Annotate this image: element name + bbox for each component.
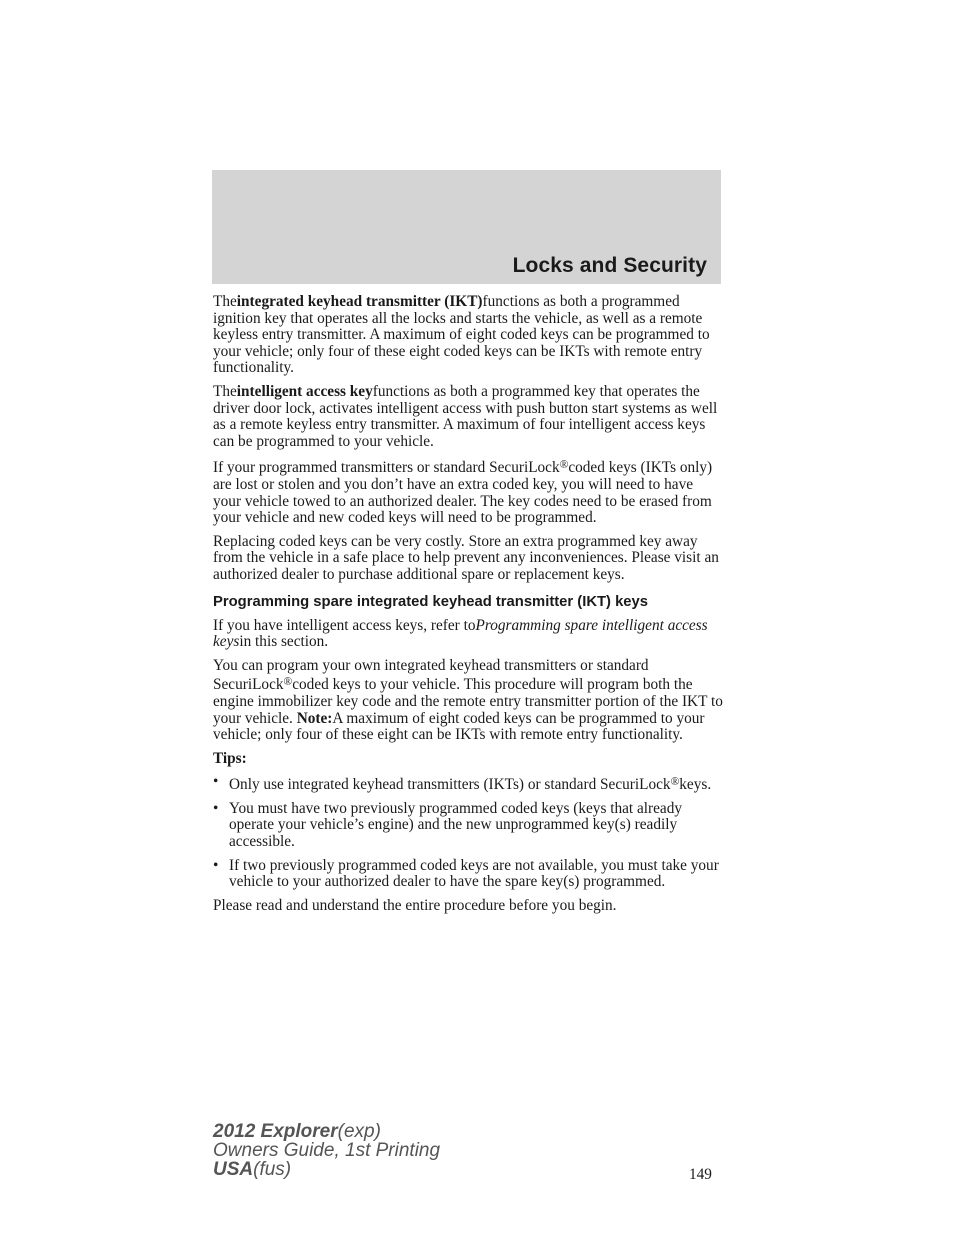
term-ikt: integrated keyhead transmitter (IKT) [236,293,483,310]
print-footer [213,1122,440,1179]
tip-text: If two previously programmed coded keys are not available, you must take your vehicle to your authorized dealer to have the spare key(s) programmed. [229,856,719,891]
footer-code: (fus) [253,1159,292,1180]
page-content [213,294,723,921]
footer-line [213,1122,440,1141]
page-number: 149 [689,1166,712,1183]
paragraph-text: functions as both a programmed ignition key that operates all the locks and starts the vehicle, as well as a remote keyless entry transmitter. A maximum of eight coded keys can be programmed to your vehicle; only four of these eight coded keys can be IKTs with remote entry functionality. [213,293,710,377]
paragraph-text: in this section. [239,633,329,651]
paragraph-text: coded keys to your vehicle. This procedure will program both the engine immobilizer key code and the remote entry transmitter portion of the IKT to your vehicle. [213,676,723,727]
tip-item [213,774,723,794]
footer-code: (exp) [337,1121,381,1142]
paragraph-text: A maximum of eight coded keys can be programmed to your vehicle; only four of these eight can be IKTs with remote entry functionality. [213,709,705,744]
tip-item [213,801,723,851]
paragraph-read-procedure: Please read and understand the entire procedure before you begin. [213,896,617,914]
section-title: Locks and Security [512,254,707,277]
footer-line [213,1160,440,1179]
paragraph-program-own [213,658,723,744]
footer-model: 2012 Explorer [213,1121,338,1142]
registered-mark: ® [283,676,293,689]
registered-mark: ® [670,776,680,789]
paragraph-text: If you have intelligent access keys, refer to [213,616,476,634]
bullet-icon: • [213,856,219,874]
section-header-band [212,170,721,284]
term-intelligent-access-key: intelligent access key [236,382,373,400]
tip-item [213,858,723,891]
tip-text: keys. [679,776,712,794]
tip-text: You must have two previously programmed coded keys (keys that already operate your vehicle’s engine) and the new unprogrammed key(s) readily accessible. [229,799,683,851]
footer-line: Owners Guide, 1st Printing [213,1140,441,1161]
tips-label: Tips: [213,749,247,767]
bullet-icon: • [213,773,219,791]
paragraph-intelligent-access-key [213,384,723,450]
tip-text: Only use integrated keyhead transmitters (IKTs) or standard SecuriLock [229,776,671,794]
paragraph-text: The [213,382,237,400]
note-label: Note: [296,709,333,727]
cross-reference: Programming spare intelligent access keys [213,616,708,651]
paragraph-text: coded keys (IKTs only) are lost or stolen and you don’t have an extra coded key, you will need to have your vehicle towed to an authorized dealer. The key codes need to be erased from your vehicle and new coded keys will need to be programmed. [213,459,713,527]
paragraph-replacing-keys: Replacing coded keys can be very costly. Store an extra programmed key away from the vehicle in a safe place to help prevent any inconveniences. Please visit an authorized dealer to purchase additional spare or replacement keys. [213,532,719,583]
paragraph-lost-keys [213,457,723,526]
paragraph-refer [213,618,723,651]
registered-mark: ® [559,459,569,472]
paragraph-text: The [213,293,237,310]
paragraph-text: If your programmed transmitters or standard SecuriLock [213,459,560,477]
footer-market: USA [213,1159,254,1180]
bullet-icon: • [213,799,219,817]
paragraph-ikt [213,294,723,377]
paragraph-text: You can program your own integrated keyhead transmitters or standard SecuriLock [213,656,649,694]
subheading-programming-ikt: Programming spare integrated keyhead transmitter (IKT) keys [213,593,648,610]
paragraph-text: functions as both a programmed key that operates the driver door lock, activates intelligent access with push button start systems as well as a remote keyless entry transmitter. A maximum of four intelligent access keys can be programmed to your vehicle. [213,382,718,450]
